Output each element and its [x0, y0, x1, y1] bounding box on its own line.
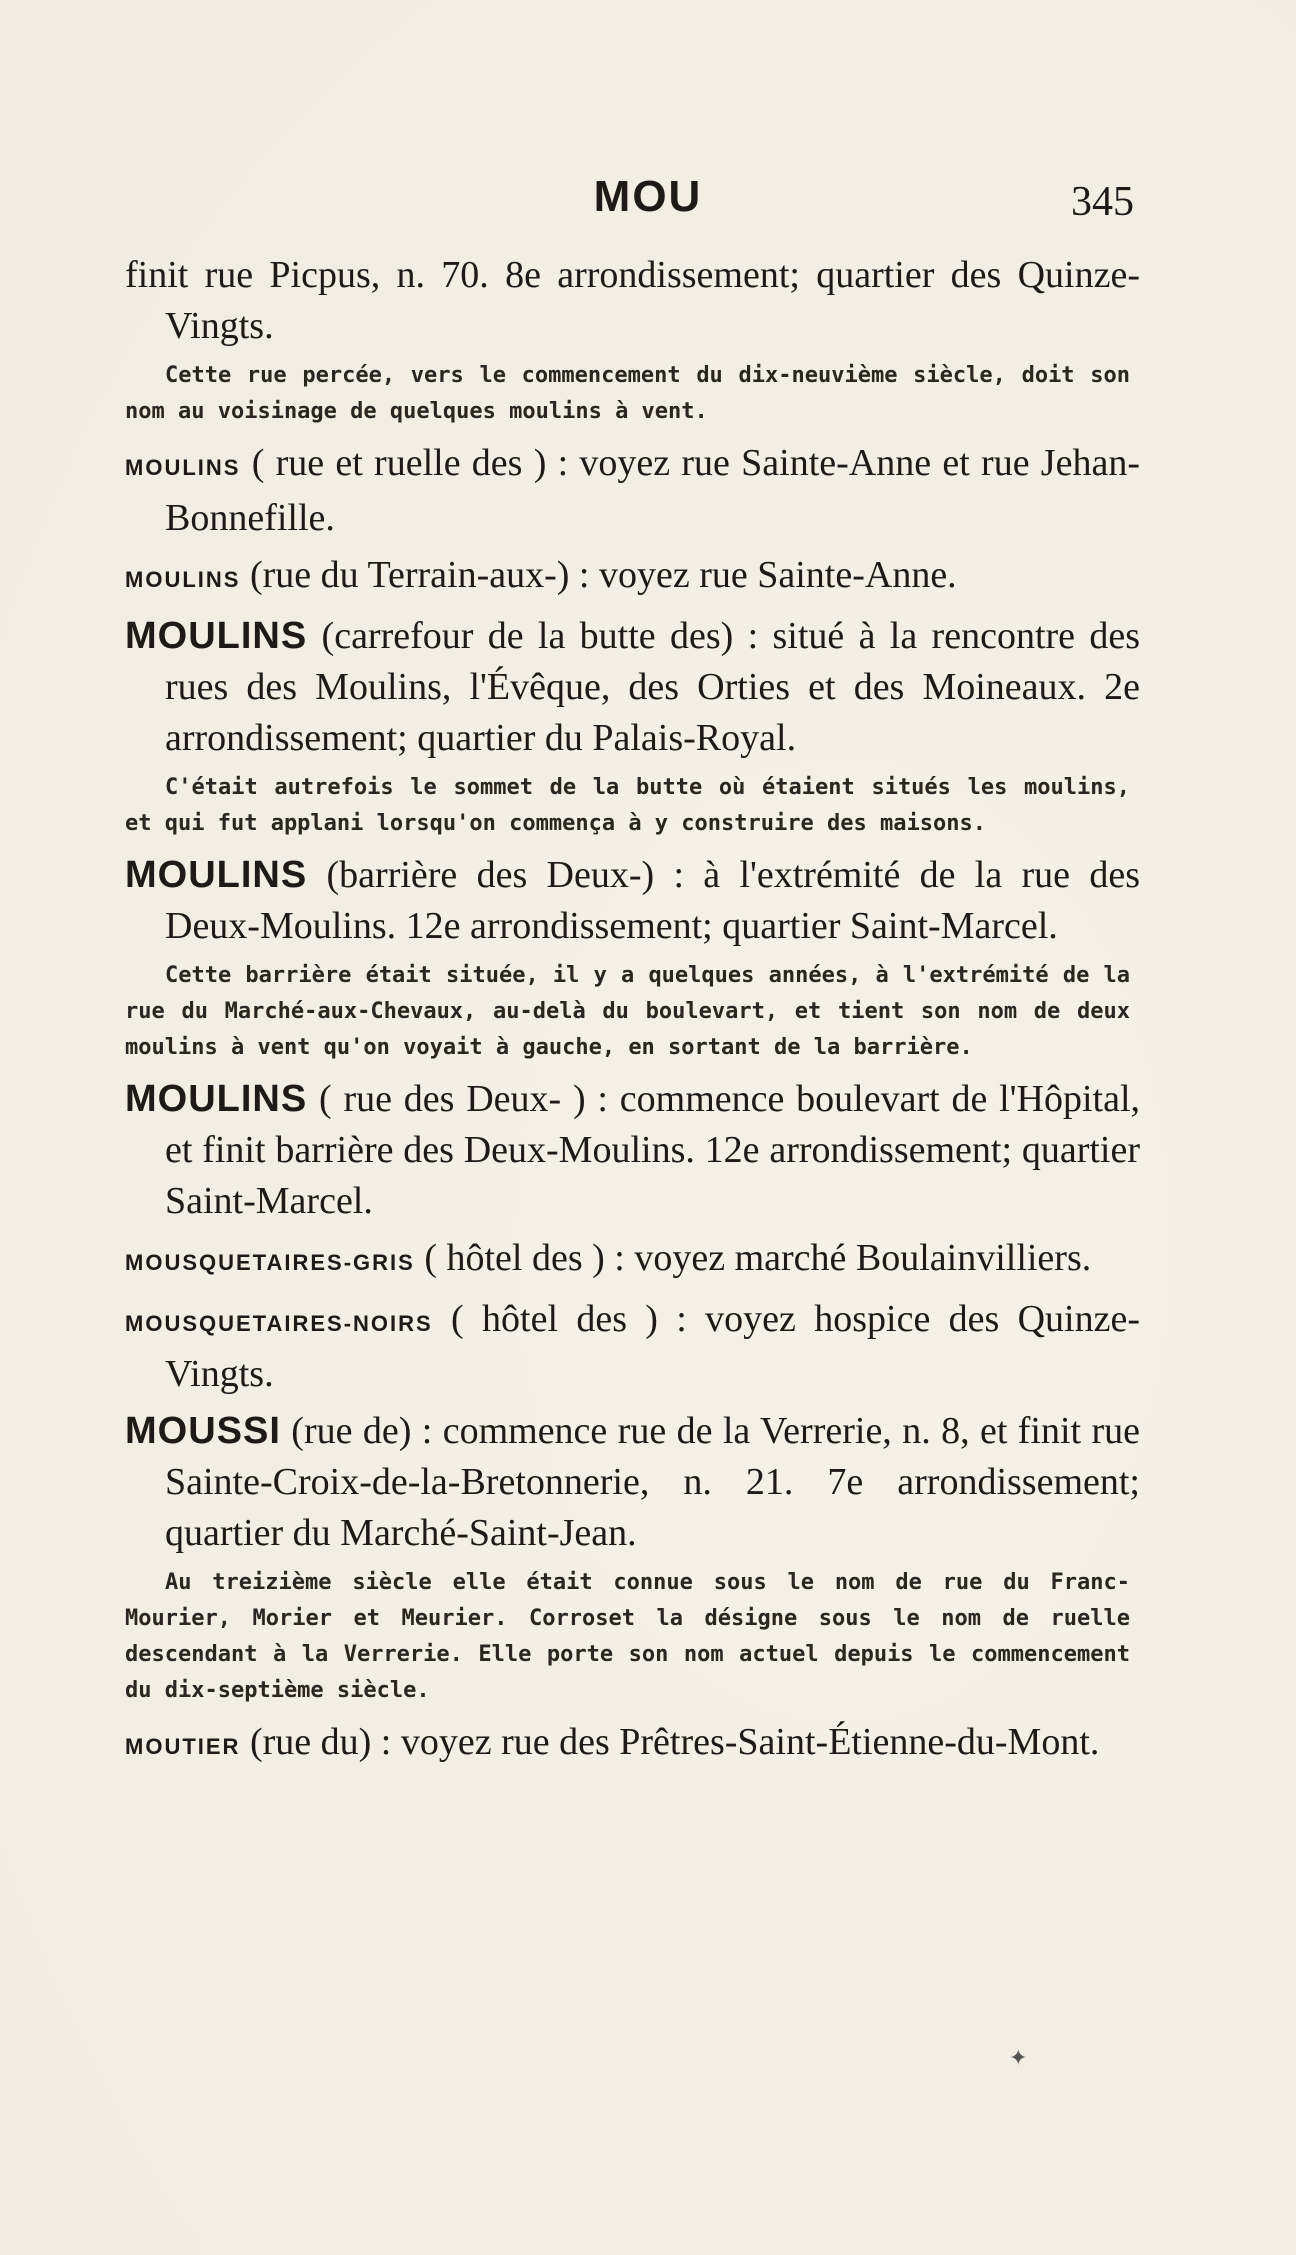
ink-mark-icon: ✦	[1009, 2045, 1028, 2070]
entry-moulins-carrefour	[125, 611, 1140, 842]
page-body	[125, 250, 1140, 1778]
entry-headword: MOUSQUETAIRES-NOIRS	[125, 1311, 433, 1336]
entry-text: (carrefour de la butte des) : situé à la rencontre des rues des Moulins, l'Évêque, des Orties et des Moineaux. 2e arrondissement; quartier du Palais-Royal.	[165, 615, 1141, 759]
entry-text: ( rue et ruelle des ) : voyez rue Sainte-Anne et rue Jehan-Bonnefille.	[165, 442, 1140, 539]
entry-moulins-1	[125, 438, 1140, 544]
entry-text: (barrière des Deux-) : à l'extrémité de la rue des Deux-Moulins. 12e arrondissement; quartier Saint-Marcel.	[165, 854, 1140, 947]
entry-moulins-rue-deux	[125, 1074, 1140, 1227]
intro-note: Cette rue percée, vers le commencement du dix-neuvième siècle, doit son nom au voisinage de quelques moulins à vent.	[125, 363, 1130, 424]
entry-mousquetaires-noirs	[125, 1294, 1140, 1400]
entry-moutier	[125, 1717, 1140, 1772]
entry-headword: MOULINS	[125, 1078, 308, 1120]
entry-note: C'était autrefois le sommet de la butte où étaient situés les moulins, et qui fut applani lorsqu'on commença à y construire des maisons.	[125, 775, 1130, 836]
page-number: 345	[1071, 179, 1134, 225]
entry-note: Au treizième siècle elle était connue sous le nom de rue du Franc-Mourier, Morier et Meurier. Corroset la désigne sous le nom de ruelle descendant à la Verrerie. Elle porte son nom actuel depuis le commencement du dix-septième siècle.	[125, 1570, 1130, 1703]
running-title: MOU	[593, 172, 703, 221]
entry-headword: MOUTIER	[125, 1734, 241, 1759]
entry-note: Cette barrière était située, il y a quelques années, à l'extrémité de la rue du Marché-aux-Chevaux, au-delà du boulevart, et tient son nom de deux moulins à vent qu'on voyait à gauche, en sortant de la barrière.	[125, 963, 1130, 1060]
entry-text: (rue du Terrain-aux-) : voyez rue Sainte-Anne.	[249, 554, 957, 596]
entry-headword: MOULINS	[125, 615, 308, 657]
intro-text: finit rue Picpus, n. 70. 8e arrondissement; quartier des Quinze-Vingts.	[125, 254, 1140, 347]
entry-text: ( hôtel des ) : voyez marché Boulainvilliers.	[424, 1237, 1092, 1279]
entry-headword: MOULINS	[125, 455, 241, 480]
entry-text: (rue du) : voyez rue des Prêtres-Saint-Étienne-du-Mont.	[249, 1721, 1100, 1763]
entry-headword: MOULINS	[125, 854, 308, 896]
entry-headword: MOUSSI	[125, 1410, 281, 1452]
entry-headword: MOULINS	[125, 567, 241, 592]
entry-text: (rue de) : commence rue de la Verrerie, n. 8, et finit rue Sainte-Croix-de-la-Bretonnerie, n. 21. 7e arrondissement; quartier du Marché-Saint-Jean.	[165, 1410, 1141, 1554]
page-header	[0, 172, 1296, 232]
entry-moulins-2	[125, 550, 1140, 605]
entry-moulins-barriere	[125, 850, 1140, 1066]
entry-mousquetaires-gris	[125, 1233, 1140, 1288]
entry-text: ( hôtel des ) : voyez hospice des Quinze-Vingts.	[165, 1298, 1140, 1395]
entry-text: ( rue des Deux- ) : commence boulevart de l'Hôpital, et finit barrière des Deux-Moulins. 12e arrondissement; quartier Saint-Marcel.	[165, 1078, 1140, 1222]
entry-moussi	[125, 1406, 1140, 1709]
entry-continuation	[125, 250, 1140, 430]
entry-headword: MOUSQUETAIRES-GRIS	[125, 1250, 415, 1275]
